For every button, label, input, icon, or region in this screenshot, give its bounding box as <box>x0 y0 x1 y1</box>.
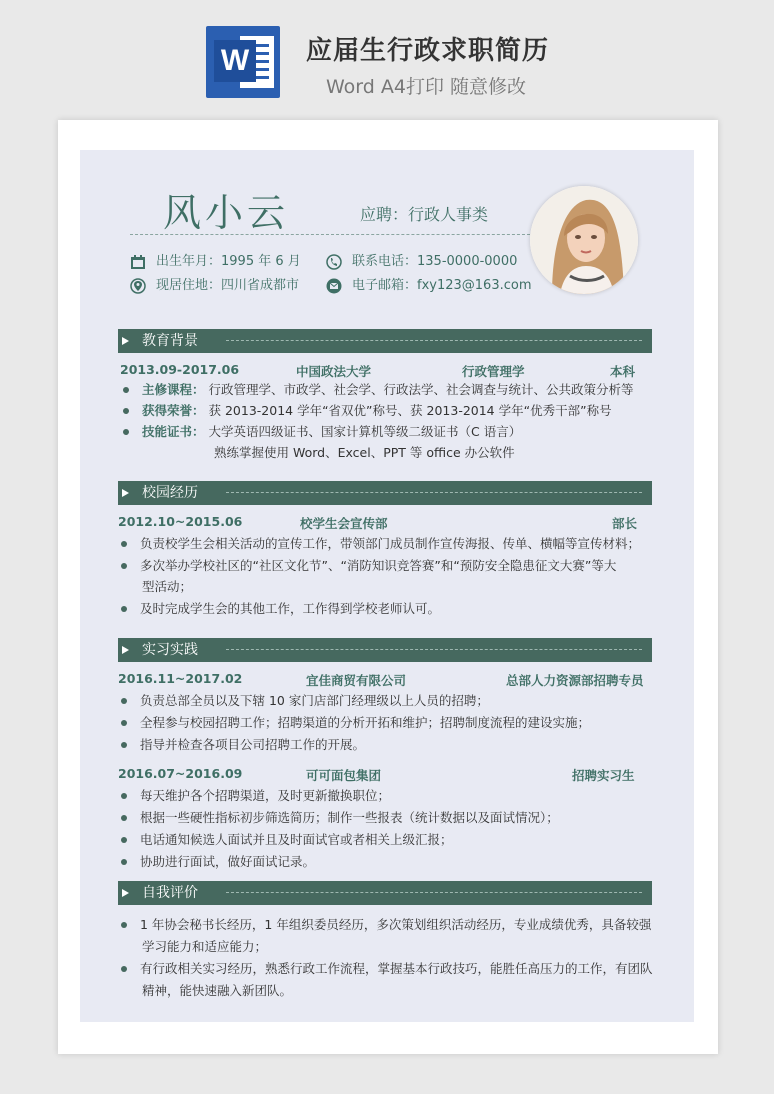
birth-text: 出生年月：1995 年 6 月 <box>156 254 301 269</box>
location-icon <box>130 278 146 294</box>
intern2-item: 每天维护各个招聘渠道，及时更新撤换职位； <box>140 788 391 803</box>
job-target: 应聘：行政人事类 <box>360 205 489 224</box>
intern1-item: 负责总部全员以及下辖 10 家门店部门经理级以上人员的招聘； <box>140 693 489 708</box>
self-item-cont: 精神，能快速融入新团队。 <box>142 983 293 998</box>
page-subtitle: Word A4打印 随意修改 <box>326 76 527 98</box>
intern1-role: 总部人力资源部招聘专员 <box>506 673 644 688</box>
birth-info <box>130 250 301 270</box>
avatar <box>530 186 638 294</box>
bullet <box>121 815 127 821</box>
campus-org: 校学生会宣传部 <box>300 516 388 531</box>
intern2-item: 协助进行面试，做好面试记录。 <box>140 854 316 869</box>
page-header <box>0 0 774 120</box>
edu-certs-2: 熟练掌握使用 Word、Excel、PPT 等 office 办公软件 <box>214 445 515 460</box>
bullet <box>121 541 127 547</box>
intern2-role: 招聘实习生 <box>572 768 635 783</box>
edu-major: 行政管理学 <box>462 364 525 379</box>
word-icon-letter: W <box>214 40 256 82</box>
word-icon <box>206 26 280 98</box>
section-title: 自我评价 <box>142 885 198 901</box>
bullet <box>121 793 127 799</box>
intern2-company: 可可面包集团 <box>306 768 382 783</box>
candidate-name: 风小云 <box>163 191 290 235</box>
mail-icon <box>326 278 342 294</box>
self-item: 1 年协会秘书长经历，1 年组织委员经历，多次策划组织活动经历，专业成绩优秀，具备较强 <box>140 917 652 932</box>
bullet <box>121 606 127 612</box>
edu-degree: 本科 <box>610 364 636 379</box>
email-text: 电子邮箱：fxy123@163.com <box>352 278 532 293</box>
bullet <box>121 720 127 726</box>
bullet <box>121 563 127 569</box>
intern1-item: 全程参与校园招聘工作；招聘渠道的分析开拓和维护；招聘制度流程的建设实施； <box>140 715 591 730</box>
campus-role: 部长 <box>612 516 638 531</box>
campus-item: 多次举办学校社区的“社区文化节”、“消防知识竞答赛”和“预防安全隐患征文大赛”等大 <box>140 558 617 573</box>
phone-text: 联系电话：135-0000-0000 <box>352 254 518 269</box>
edu-school: 中国政法大学 <box>296 364 372 379</box>
section-internship <box>118 638 652 662</box>
intern2-item: 电话通知候选人面试并且及时面试官或者相关上级汇报； <box>140 832 453 847</box>
address-text: 现居住地：四川省成都市 <box>156 278 300 293</box>
section-title: 校园经历 <box>142 485 198 501</box>
bullet <box>121 698 127 704</box>
phone-info <box>326 250 517 270</box>
intern2-item: 根据一些硬性指标初步筛选简历；制作一些报表（统计数据以及面试情况）； <box>140 810 559 825</box>
intern2-period: 2016.07~2016.09 <box>118 766 243 781</box>
calendar-icon <box>130 254 146 270</box>
bullet <box>121 837 127 843</box>
section-campus <box>118 481 652 505</box>
edu-certs: 技能证书： 大学英语四级证书、国家计算机等级二级证书（C 语言） <box>142 424 522 439</box>
intern1-period: 2016.11~2017.02 <box>118 671 243 686</box>
divider <box>130 234 530 235</box>
section-title: 实习实践 <box>142 642 198 658</box>
address-info <box>130 274 299 294</box>
section-title: 教育背景 <box>142 333 198 349</box>
bullet <box>121 859 127 865</box>
edu-period: 2013.09-2017.06 <box>120 362 240 377</box>
edu-honors: 获得荣誉： 获 2013-2014 学年“省双优”称号、获 2013-2014 学年“优秀干部”称号 <box>142 403 612 418</box>
bullet <box>121 742 127 748</box>
campus-item-cont: 型活动； <box>142 579 193 594</box>
page-title: 应届生行政求职简历 <box>306 36 550 66</box>
edu-courses: 主修课程： 行政管理学、市政学、社会学、行政法学、社会调查与统计、公共政策分析等 <box>142 382 634 397</box>
bullet <box>123 387 129 393</box>
campus-item: 负责校学生会相关活动的宣传工作，带领部门成员制作宣传海报、传单、横幅等宣传材料； <box>140 536 641 551</box>
campus-period: 2012.10~2015.06 <box>118 514 243 529</box>
section-education <box>118 329 652 353</box>
self-item-cont: 学习能力和适应能力； <box>142 939 268 954</box>
email-info <box>326 274 532 294</box>
intern1-company: 宜佳商贸有限公司 <box>306 673 407 688</box>
section-self-evaluation <box>118 881 652 905</box>
phone-icon <box>326 254 342 270</box>
bullet <box>121 922 127 928</box>
bullet <box>121 966 127 972</box>
intern1-item: 指导并检查各项目公司招聘工作的开展。 <box>140 737 366 752</box>
self-item: 有行政相关实习经历，熟悉行政工作流程，掌握基本行政技巧，能胜任高压力的工作，有团队 <box>140 961 653 976</box>
bullet <box>123 429 129 435</box>
bullet <box>123 408 129 414</box>
campus-item: 及时完成学生会的其他工作，工作得到学校老师认可。 <box>140 601 441 616</box>
